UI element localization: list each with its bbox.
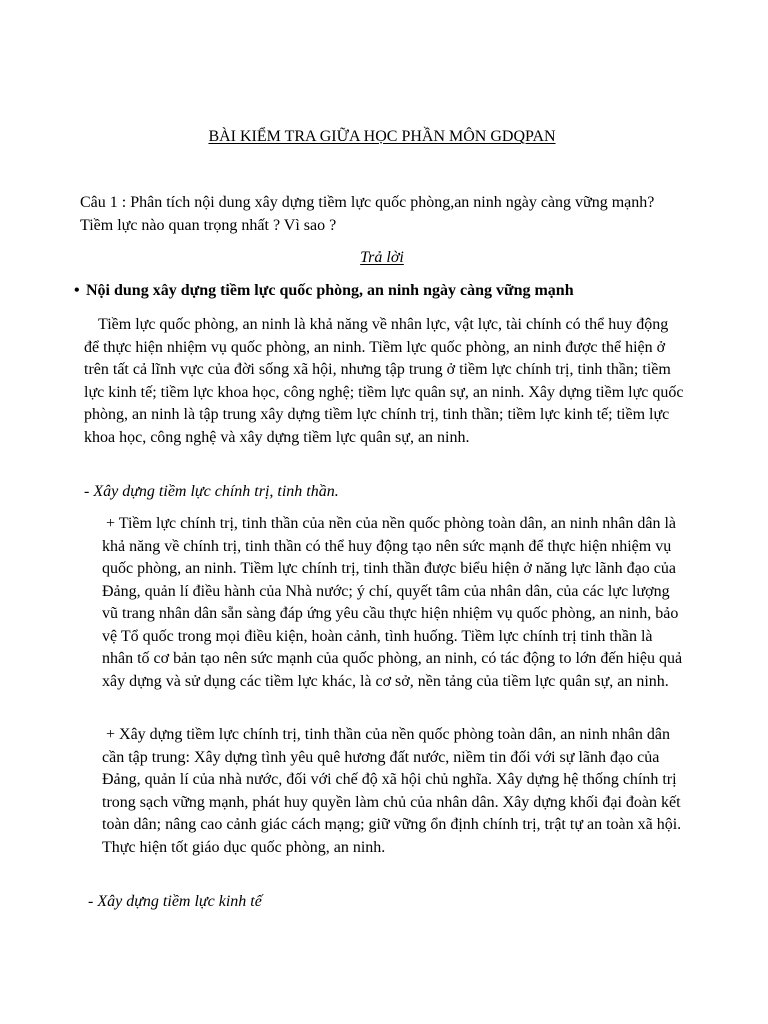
section-heading bbox=[74, 280, 694, 303]
paragraph-political-definition: + Tiềm lực chính trị, tinh thần của nền của nền quốc phòng toàn dân, an ninh nhân dân là khả năng về chính trị, tinh thần có thể huy động tạo nên sức mạnh để thực hiện nhiệm vụ quốc phòng, an ninh. Tiềm lực chính trị, tinh thần được biểu hiện ở năng lực lãnh đạo của Đảng, quản lí điều hành của Nhà nước; ý chí, quyết tâm của nhân dân, của các lực lượng vũ trang nhân dân sẵn sàng đáp ứng yêu cầu thực hiện nhiệm vụ quốc phòng, an ninh, bảo vệ Tổ quốc trong mọi điều kiện, hoàn cảnh, tình huống. Tiềm lực chính trị tinh thần là nhân tố cơ bản tạo nên sức mạnh của quốc phòng, an ninh, có tác động to lớn đến hiệu quả xây dựng và sử dụng các tiềm lực khác, là cơ sở, nền tảng của tiềm lực quân sự, an ninh. bbox=[102, 515, 683, 690]
paragraph-political-building: + Xây dựng tiềm lực chính trị, tinh thần của nền quốc phòng toàn dân, an ninh nhân dân cần tập trung: Xây dựng tình yêu quê hương đất nước, niềm tin đối với sự lãnh đạo của Đảng, quản lí của nhà nước, đối với chế độ xã hội chủ nghĩa. Xây dựng hệ thống chính trị trong sạch vững mạnh, phát huy quyền làm chủ của nhân dân. Xây dựng khối đại đoàn kết toàn dân; nâng cao cảnh giác cách mạng; giữ vững ổn định chính trị, trật tự an toàn xã hội. Thực hiện tốt giáo dục quốc phòng, an ninh. bbox=[102, 726, 682, 856]
document-title: BÀI KIỂM TRA GIỮA HỌC PHẦN MÔN GDQPAN bbox=[208, 128, 556, 145]
subheading-economic: - Xây dựng tiềm lực kinh tế bbox=[88, 893, 262, 910]
paragraph-intro: Tiềm lực quốc phòng, an ninh là khả năng về nhân lực, vật lực, tài chính có thể huy động để thực hiện nhiệm vụ quốc phòng, an ninh. Tiềm lực quốc phòng, an ninh được thể hiện ở trên tất cả lĩnh vực của đời sống xã hội, nhưng tập trung ở tiềm lực chính trị, tinh thần; tiềm lực kinh tế; tiềm lực khoa học, công nghệ; tiềm lực quân sự, an ninh. Xây dựng tiềm lực quốc phòng, an ninh là tập trung xây dựng tiềm lực chính trị, tinh thần; tiềm lực kinh tế; tiềm lực khoa học, công nghệ và xây dựng tiềm lực quân sự, an ninh. bbox=[84, 316, 684, 446]
answer-label: Trả lời bbox=[360, 249, 404, 266]
bullet-icon: • bbox=[74, 282, 80, 299]
section-heading-text: Nội dung xây dựng tiềm lực quốc phòng, an ninh ngày càng vững mạnh bbox=[86, 282, 574, 299]
subheading-political: - Xây dựng tiềm lực chính trị, tinh thần. bbox=[84, 483, 339, 500]
question-text: Câu 1 : Phân tích nội dung xây dựng tiềm lực quốc phòng,an ninh ngày càng vững mạnh? Tiềm lực nào quan trọng nhất ? Vì sao ? bbox=[80, 194, 655, 234]
